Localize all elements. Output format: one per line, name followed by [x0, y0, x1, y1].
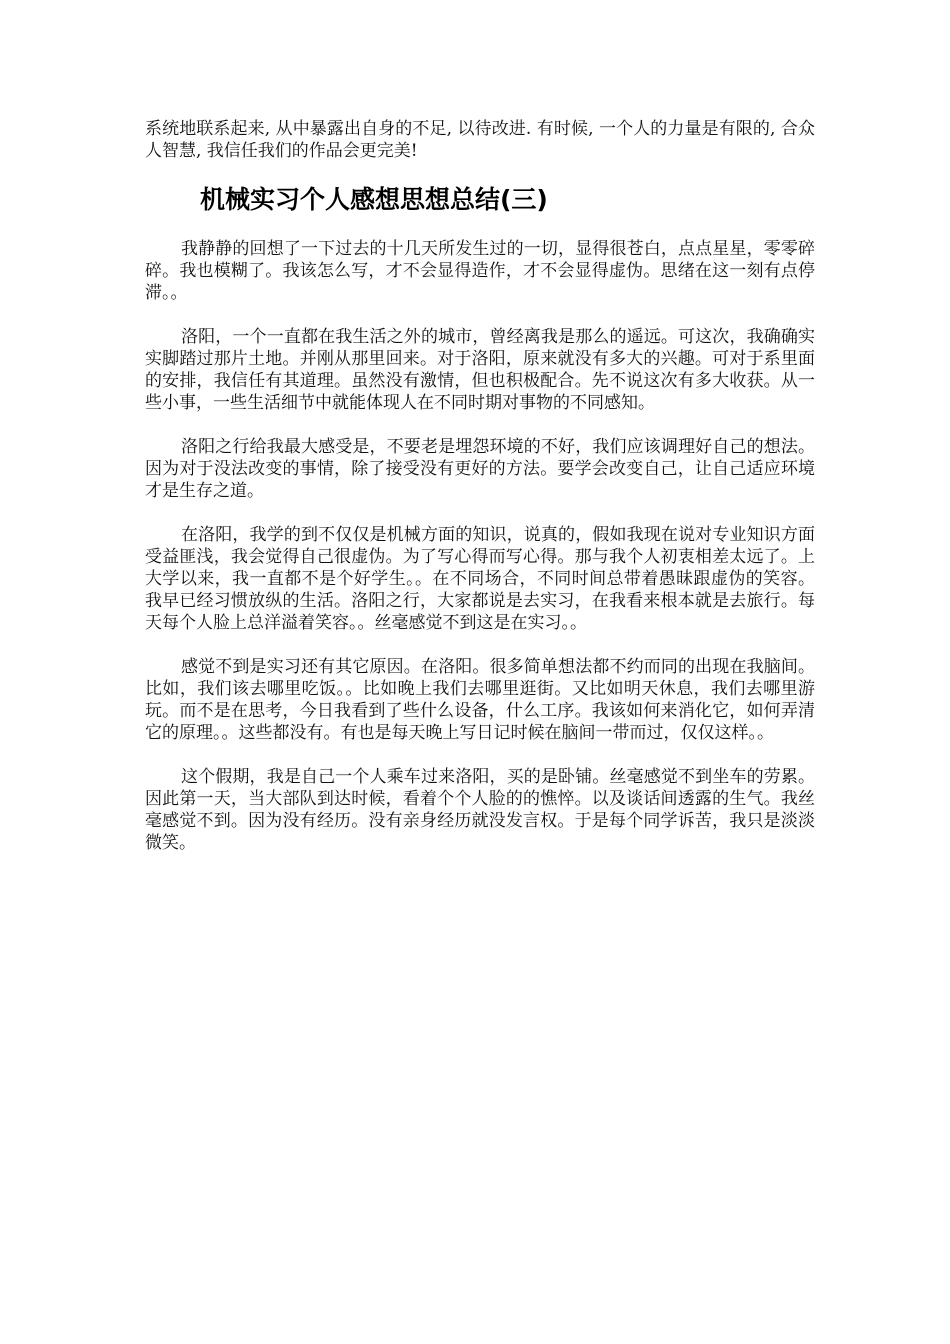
body-paragraph: 这个假期，我是自己一个人乘车过来洛阳，买的是卧铺。丝毫感觉不到坐车的劳累。因此第一天，当大部队到达时候，看着个个人脸的的憔悴。以及谈话间透露的生气。我丝毫感觉不到。因为没有经历。没有亲身经历就没发言权。于是每个同学诉苦，我只是淡淡微笑。 — [145, 767, 815, 853]
body-paragraph: 洛阳，一个一直都在我生活之外的城市，曾经离我是那么的遥远。可这次，我确确实实脚踏过那片土地。并刚从那里回来。对于洛阳，原来就没有多大的兴趣。可对于系里面的安排，我信任有其道理。虽然没有激情，但也积极配合。先不说这次有多大收获。从一些小事，一些生活细节中就能体现人在不同时期对事物的不同感知。 — [145, 327, 815, 413]
body-paragraph: 洛阳之行给我最大感受是，不要老是埋怨环境的不好，我们应该调理好自己的想法。因为对于没法改变的事情，除了接受没有更好的方法。要学会改变自己，让自己适应环境才是生存之道。 — [145, 437, 815, 501]
body-paragraph: 感觉不到是实习还有其它原因。在洛阳。很多简单想法都不约而同的出现在我脑间。比如，我们该去哪里吃饭。。比如晚上我们去哪里逛街。又比如明天休息，我们去哪里游玩。而不是在思考，今日我看到了些什么设备，什么工序。我该如何来消化它，如何弄清它的原理。。这些都没有。有也是每天晚上写日记时候在脑间一带而过，仅仅这样。。 — [145, 657, 815, 743]
body-paragraph: 在洛阳，我学的到不仅仅是机械方面的知识，说真的，假如我现在说对专业知识方面受益匪浅，我会觉得自己很虚伪。为了写心得而写心得。那与我个人初衷相差太远了。上大学以来，我一直都不是个好学生。。在不同场合，不同时间总带着愚昧跟虚伪的笑容。我早已经习惯放纵的生活。洛阳之行，大家都说是去实习，在我看来根本就是去旅行。每天每个人脸上总洋溢着笑容。。丝毫感觉不到这是在实习。。 — [145, 525, 815, 633]
document-title: 机械实习个人感想思想总结(三) — [200, 185, 548, 214]
body-paragraph: 我静静的回想了一下过去的十几天所发生过的一切，显得很苍白，点点星星，零零碎碎。我也模糊了。我该怎么写，才不会显得造作，才不会显得虚伪。思绪在这一刻有点停滞。。 — [145, 239, 815, 303]
document-body — [145, 238, 815, 876]
intro-paragraph: 系统地联系起来, 从中暴露出自身的不足, 以待改进. 有时候, 一个人的力量是有限的, 合众人智慧, 我信任我们的作品会更完美! — [145, 119, 815, 161]
